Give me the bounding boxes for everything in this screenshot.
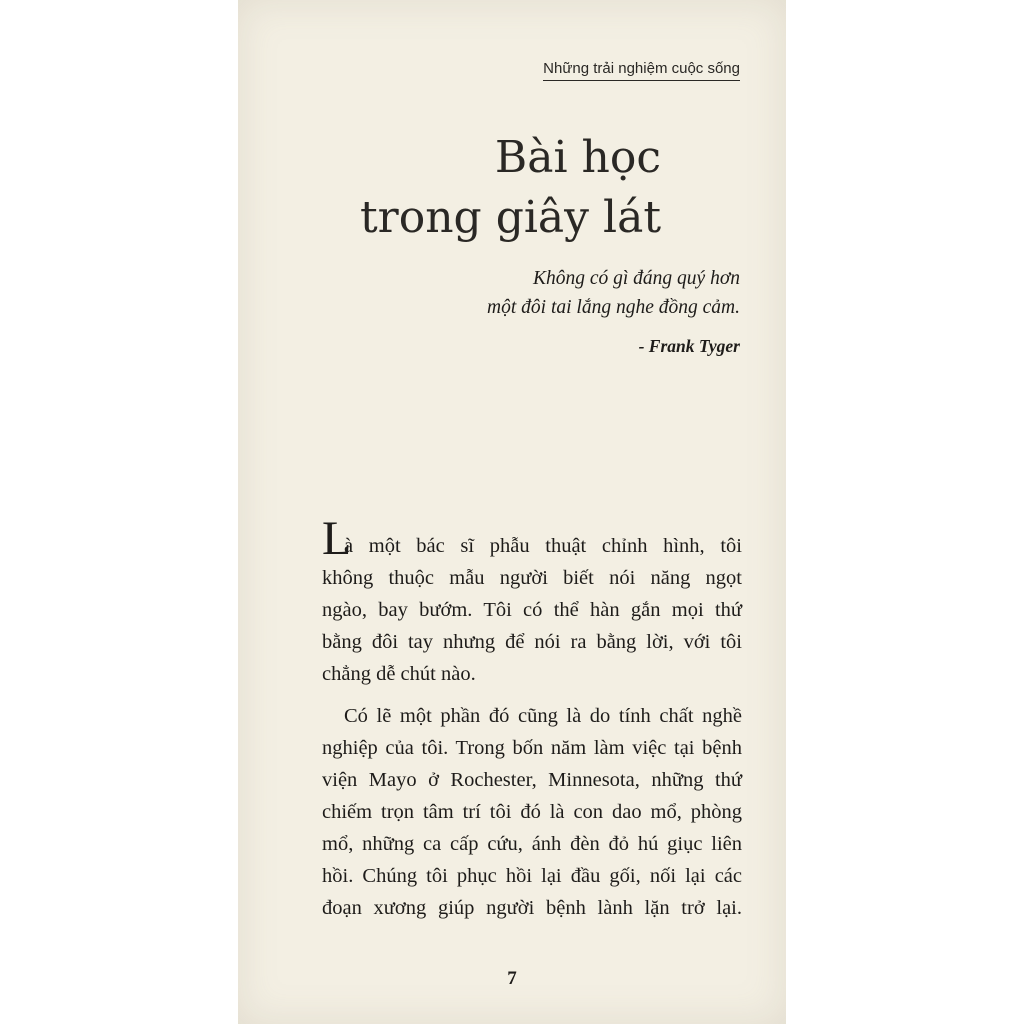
epigraph-line-1: Không có gì đáng quý hơn [532, 268, 740, 289]
paragraph-2-line-1: Có lẽ một phần đó cũng là do tính chất nghề [344, 705, 742, 727]
paragraph-1-line-1: à một bác sĩ phẫu thuật chỉnh hình, tôi [344, 535, 742, 557]
running-head: Những trải nghiệm cuộc sống [543, 60, 740, 81]
paragraph-2-line-2: nghiệp của tôi. Trong bốn năm làm việc tại bệnh [322, 737, 742, 759]
paragraph-2-line-7: đoạn xương giúp người bệnh lành lặn trở lại. [322, 897, 742, 919]
paragraph-2-line-6: hồi. Chúng tôi phục hồi lại đầu gối, nối lại các [322, 865, 742, 887]
paragraph-2-line-4: chiếm trọn tâm trí tôi đó là con dao mổ, phòng [322, 801, 742, 823]
chapter-title-line-2: trong giây lát [360, 192, 661, 243]
chapter-title [360, 128, 661, 248]
paragraph-2-line-5: mổ, những ca cấp cứu, ánh đèn đỏ hú giục liên [322, 833, 742, 855]
chapter-title-line-1: Bài học [494, 132, 661, 183]
book-page [238, 0, 786, 1024]
paragraph-1-line-5: chẳng dễ chút nào. [322, 663, 476, 685]
epigraph-line-2: một đôi tai lắng nghe đồng cảm. [487, 297, 740, 318]
drop-cap: L [322, 512, 352, 565]
paragraph-1-line-2: không thuộc mẫu người biết nói năng ngọt [322, 567, 742, 589]
paragraph-2 [322, 700, 742, 924]
epigraph [487, 264, 740, 322]
epigraph-attribution: - Frank Tyger [638, 336, 740, 356]
page-number: 7 [507, 968, 517, 989]
paragraph-1-line-3: ngào, bay bướm. Tôi có thể hàn gắn mọi thứ [322, 599, 742, 621]
paragraph-2-line-3: viện Mayo ở Rochester, Minnesota, những thứ [322, 769, 742, 791]
paragraph-1 [322, 530, 742, 690]
paragraph-1-line-4: bằng đôi tay nhưng để nói ra bằng lời, với tôi [322, 631, 742, 653]
